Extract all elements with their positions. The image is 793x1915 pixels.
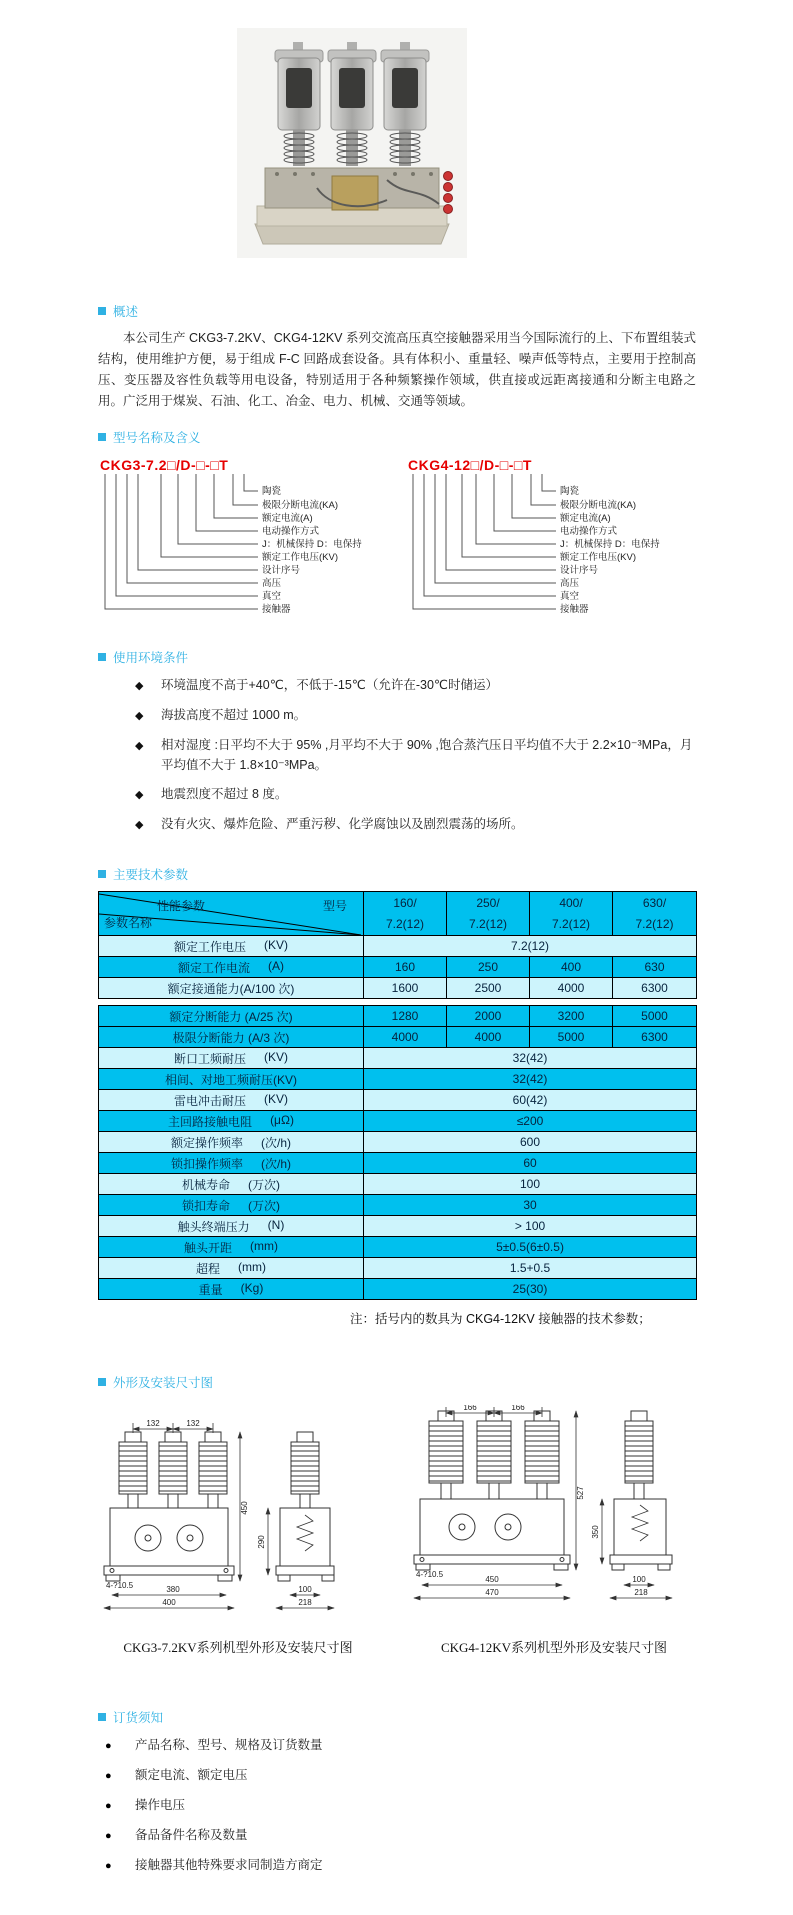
param-row bbox=[99, 1111, 697, 1132]
param-row bbox=[99, 1174, 697, 1195]
param-value-cell: 4000 bbox=[530, 978, 613, 999]
param-value-cell: 100 bbox=[364, 1174, 697, 1195]
model-label: 陶瓷 bbox=[560, 486, 580, 497]
param-value-cell: 32(42) bbox=[364, 1069, 697, 1090]
model-connector-lines bbox=[105, 474, 258, 609]
param-value-cell: 6300 bbox=[613, 1027, 697, 1048]
diamond-bullet-icon: ◆ bbox=[135, 789, 144, 801]
param-label-cell: 超程 (mm) bbox=[99, 1258, 364, 1279]
param-value-cell: 2000 bbox=[447, 1006, 530, 1027]
dim-top-2: 132 bbox=[186, 1420, 200, 1428]
drawing-caption-ckg4: CKG4-12KV系列机型外形及安装尺寸图 bbox=[440, 1640, 668, 1655]
param-row bbox=[99, 1195, 697, 1216]
param-label-cell: 触头终端压力 (N) bbox=[99, 1216, 364, 1237]
drawing-ckg3 bbox=[98, 1420, 378, 1656]
param-row bbox=[99, 936, 697, 957]
column-header: 160/ 7.2(12) bbox=[364, 892, 447, 936]
vacuum-poles bbox=[275, 42, 429, 166]
param-value-cell: 1280 bbox=[364, 1006, 447, 1027]
section-environment bbox=[98, 648, 696, 835]
env-item: ◆ 没有火灾、爆炸危险、严重污秽、化学腐蚀以及剧烈震荡的场所。 bbox=[135, 814, 696, 835]
dim-height: 527 bbox=[576, 1486, 585, 1500]
param-value-cell: 4000 bbox=[364, 1027, 447, 1048]
dim-side-outer: 218 bbox=[298, 1598, 312, 1607]
dim-width-outer: 470 bbox=[485, 1588, 499, 1597]
param-label-cell: 重量 (Kg) bbox=[99, 1279, 364, 1300]
corner-cell bbox=[99, 892, 364, 936]
dimension-drawing-ckg3 bbox=[98, 1420, 378, 1620]
param-label-cell: 断口工频耐压 (KV) bbox=[99, 1048, 364, 1069]
dim-height: 450 bbox=[240, 1501, 249, 1515]
parameters-header bbox=[98, 865, 696, 883]
param-label-cell: 额定工作电流 (A) bbox=[99, 957, 364, 978]
model-label: 接触器 bbox=[262, 604, 291, 615]
param-value-cell: 6300 bbox=[613, 978, 697, 999]
dimension-drawing-ckg4 bbox=[404, 1405, 704, 1620]
column-header: 400/ 7.2(12) bbox=[530, 892, 613, 936]
section-square-icon bbox=[98, 870, 106, 878]
dimensions-header-label: 外形及安装尺寸图 bbox=[113, 1376, 214, 1390]
model-label: 真空 bbox=[262, 591, 282, 602]
model-label: 电动操作方式 bbox=[262, 526, 320, 537]
circle-bullet-icon: ● bbox=[105, 1740, 112, 1752]
diamond-bullet-icon: ◆ bbox=[135, 740, 144, 752]
order-item: ● 产品名称、型号、规格及订货数量 bbox=[105, 1735, 696, 1756]
corner-model-label: 型号 bbox=[322, 899, 347, 913]
dim-side-height: 290 bbox=[257, 1535, 266, 1549]
param-label-cell: 额定工作电压 (KV) bbox=[99, 936, 364, 957]
model-meaning-header bbox=[98, 428, 696, 446]
order-item: ● 接触器其他特殊要求同制造方商定 bbox=[105, 1855, 696, 1876]
model-label: 陶瓷 bbox=[262, 486, 282, 497]
param-value-cell: 1.5+0.5 bbox=[364, 1258, 697, 1279]
param-row bbox=[99, 1090, 697, 1111]
section-square-icon bbox=[98, 653, 106, 661]
column-header: 250/ 7.2(12) bbox=[447, 892, 530, 936]
drawing-ckg4 bbox=[404, 1405, 704, 1656]
parameters-table-top bbox=[98, 891, 697, 999]
section-model-meaning bbox=[98, 428, 696, 626]
dim-top-2: 166 bbox=[511, 1405, 525, 1412]
param-row bbox=[99, 1153, 697, 1174]
param-value-cell: 2500 bbox=[447, 978, 530, 999]
model-code-ckg3: CKG3-7.2□/D-□-□T bbox=[100, 457, 229, 473]
param-row bbox=[99, 1258, 697, 1279]
param-value-cell: 60 bbox=[364, 1153, 697, 1174]
section-overview bbox=[98, 302, 696, 412]
dim-holes: 4-?10.5 bbox=[106, 1581, 134, 1590]
circle-bullet-icon: ● bbox=[105, 1800, 112, 1812]
circle-bullet-icon: ● bbox=[105, 1770, 112, 1782]
model-connector-lines bbox=[413, 474, 556, 609]
section-square-icon bbox=[98, 307, 106, 315]
model-label: 额定电流(A) bbox=[560, 513, 611, 524]
param-label-cell: 相间、对地工频耐压(KV) bbox=[99, 1069, 364, 1090]
model-meaning-header-label: 型号名称及含义 bbox=[113, 431, 201, 445]
model-label: 额定工作电压(KV) bbox=[262, 552, 339, 563]
dim-top-1: 166 bbox=[463, 1405, 477, 1412]
param-label-cell: 锁扣操作频率 (次/h) bbox=[99, 1153, 364, 1174]
order-item: ● 备品备件名称及数量 bbox=[105, 1825, 696, 1846]
model-label: 接触器 bbox=[560, 604, 589, 615]
model-label: 设计序号 bbox=[262, 565, 301, 576]
param-value-cell: > 100 bbox=[364, 1216, 697, 1237]
env-item: ◆ 海拔高度不超过 1000 m。 bbox=[135, 705, 696, 726]
param-row bbox=[99, 1216, 697, 1237]
section-dimensions bbox=[98, 1373, 696, 1656]
dim-side-height: 350 bbox=[591, 1525, 600, 1539]
model-label: 额定工作电压(KV) bbox=[560, 552, 637, 563]
param-value-cell: 32(42) bbox=[364, 1048, 697, 1069]
dim-width-inner: 380 bbox=[166, 1585, 180, 1594]
side-view bbox=[610, 1411, 672, 1570]
model-label: 高压 bbox=[262, 578, 282, 589]
model-label: J：机械保持 D：电保持 bbox=[560, 539, 660, 550]
param-row bbox=[99, 1048, 697, 1069]
param-value-cell: 250 bbox=[447, 957, 530, 978]
overview-header bbox=[98, 302, 696, 320]
param-value-cell: 1600 bbox=[364, 978, 447, 999]
model-code-ckg4: CKG4-12□/D-□-□T bbox=[408, 457, 532, 473]
section-square-icon bbox=[98, 1713, 106, 1721]
section-parameters bbox=[98, 865, 696, 1327]
dim-side-inner: 100 bbox=[632, 1575, 646, 1584]
drawing-caption-ckg3: CKG3-7.2KV系列机型外形及安装尺寸图 bbox=[123, 1640, 353, 1655]
model-labels-ckg4 bbox=[560, 485, 660, 615]
section-square-icon bbox=[98, 433, 106, 441]
model-label: J：机械保持 D：电保持 bbox=[262, 539, 362, 550]
param-value-cell: 630 bbox=[613, 957, 697, 978]
param-value-cell: 160 bbox=[364, 957, 447, 978]
param-row bbox=[99, 1237, 697, 1258]
model-label: 真空 bbox=[560, 591, 580, 602]
model-label: 极限分断电流(KA) bbox=[262, 500, 339, 511]
product-photo-section bbox=[0, 0, 793, 258]
model-labels-ckg3 bbox=[262, 485, 362, 615]
environment-header bbox=[98, 648, 696, 666]
param-value-cell: 5±0.5(6±0.5) bbox=[364, 1237, 697, 1258]
environment-header-label: 使用环境条件 bbox=[113, 651, 189, 665]
circle-bullet-icon: ● bbox=[105, 1830, 112, 1842]
dim-side-outer: 218 bbox=[634, 1588, 648, 1597]
param-value-cell: 7.2(12) bbox=[364, 936, 697, 957]
param-value-cell: 25(30) bbox=[364, 1279, 697, 1300]
dim-width-inner: 450 bbox=[485, 1575, 499, 1584]
order-item: ● 操作电压 bbox=[105, 1795, 696, 1816]
param-row bbox=[99, 1279, 697, 1300]
parameters-table-bottom bbox=[98, 1005, 697, 1300]
param-value-cell: 5000 bbox=[613, 1006, 697, 1027]
param-value-cell: 4000 bbox=[447, 1027, 530, 1048]
param-value-cell: 5000 bbox=[530, 1027, 613, 1048]
corner-name-label: 参数名称 bbox=[104, 916, 153, 930]
product-photo bbox=[237, 28, 467, 258]
param-label-cell: 主回路接触电阻 (μΩ) bbox=[99, 1111, 364, 1132]
environment-list bbox=[135, 675, 696, 835]
param-row bbox=[99, 1132, 697, 1153]
front-view bbox=[104, 1432, 234, 1581]
diamond-bullet-icon: ◆ bbox=[135, 680, 144, 692]
table-header-row bbox=[99, 892, 697, 936]
model-label: 额定电流(A) bbox=[262, 513, 313, 524]
diamond-bullet-icon: ◆ bbox=[135, 819, 144, 831]
param-row bbox=[99, 1027, 697, 1048]
model-label: 极限分断电流(KA) bbox=[560, 500, 637, 511]
param-label-cell: 机械寿命 (万次) bbox=[99, 1174, 364, 1195]
param-row bbox=[99, 1069, 697, 1090]
param-row bbox=[99, 1006, 697, 1027]
dim-top-1: 132 bbox=[146, 1420, 160, 1428]
param-value-cell: 400 bbox=[530, 957, 613, 978]
param-value-cell: 3200 bbox=[530, 1006, 613, 1027]
param-label-cell: 极限分断能力 (A/3 次) bbox=[99, 1027, 364, 1048]
ordering-list bbox=[105, 1735, 696, 1876]
dim-holes: 4-?10.5 bbox=[416, 1570, 444, 1579]
corner-param-label: 性能参数 bbox=[157, 899, 206, 913]
order-item: ● 额定电流、额定电压 bbox=[105, 1765, 696, 1786]
model-label: 高压 bbox=[560, 578, 580, 589]
ordering-header-label: 订货须知 bbox=[113, 1711, 164, 1725]
side-view bbox=[276, 1432, 334, 1581]
model-diagram-ckg3 bbox=[98, 454, 388, 626]
param-label-cell: 额定操作频率 (次/h) bbox=[99, 1132, 364, 1153]
front-view bbox=[414, 1411, 570, 1570]
param-label-cell: 雷电冲击耐压 (KV) bbox=[99, 1090, 364, 1111]
circle-bullet-icon: ● bbox=[105, 1860, 112, 1872]
param-value-cell: 600 bbox=[364, 1132, 697, 1153]
param-label-cell: 额定接通能力(A/100 次) bbox=[99, 978, 364, 999]
param-label-cell: 触头开距 (mm) bbox=[99, 1237, 364, 1258]
param-row bbox=[99, 978, 697, 999]
dim-width-outer: 400 bbox=[162, 1598, 176, 1607]
section-ordering bbox=[98, 1708, 696, 1876]
overview-header-label: 概述 bbox=[113, 305, 139, 319]
env-item: ◆ 相对湿度 :日平均不大于 95% ,月平均不大于 90% ,饱合蒸汽压日平均值不大于 2.2×10⁻³MPa，月平均值不大于 1.8×10⁻³MPa。 bbox=[135, 735, 696, 775]
model-diagram-ckg4 bbox=[406, 454, 696, 626]
ordering-header bbox=[98, 1708, 696, 1726]
model-diagrams bbox=[98, 454, 696, 626]
dimensions-header bbox=[98, 1373, 696, 1391]
table-note: 注：括号内的数具为 CKG4-12KV 接触器的技术参数； bbox=[350, 1312, 651, 1326]
model-label: 电动操作方式 bbox=[560, 526, 618, 537]
section-square-icon bbox=[98, 1378, 106, 1386]
env-item: ◆ 地震烈度不超过 8 度。 bbox=[135, 784, 696, 805]
dim-side-inner: 100 bbox=[298, 1585, 312, 1594]
column-header: 630/ 7.2(12) bbox=[613, 892, 697, 936]
model-label: 设计序号 bbox=[560, 565, 599, 576]
param-label-cell: 额定分断能力 (A/25 次) bbox=[99, 1006, 364, 1027]
param-value-cell: 60(42) bbox=[364, 1090, 697, 1111]
param-value-cell: 30 bbox=[364, 1195, 697, 1216]
env-item: ◆ 环境温度不高于+40℃，不低于-15℃（允许在-30℃时储运） bbox=[135, 675, 696, 696]
param-label-cell: 锁扣寿命 (万次) bbox=[99, 1195, 364, 1216]
param-row bbox=[99, 957, 697, 978]
overview-paragraph: 本公司生产 CKG3-7.2KV、CKG4-12KV 系列交流高压真空接触器采用当今国际流行的上、下布置组装式结构，使用维护方便，易于组成 F-C 回路成套设备。具有体积小、重量轻、噪声低等特点，主要用于控制高压、变压器及容性负载等用电设备，特别适用于各种频繁操作领域，供直接或远距离接通和分断主电路之用。广泛用于煤炭、石油、化工、冶金、电力、机械、交通等领域。 bbox=[98, 331, 696, 408]
diamond-bullet-icon: ◆ bbox=[135, 710, 144, 722]
parameters-header-label: 主要技术参数 bbox=[113, 868, 189, 882]
param-value-cell: ≤200 bbox=[364, 1111, 697, 1132]
